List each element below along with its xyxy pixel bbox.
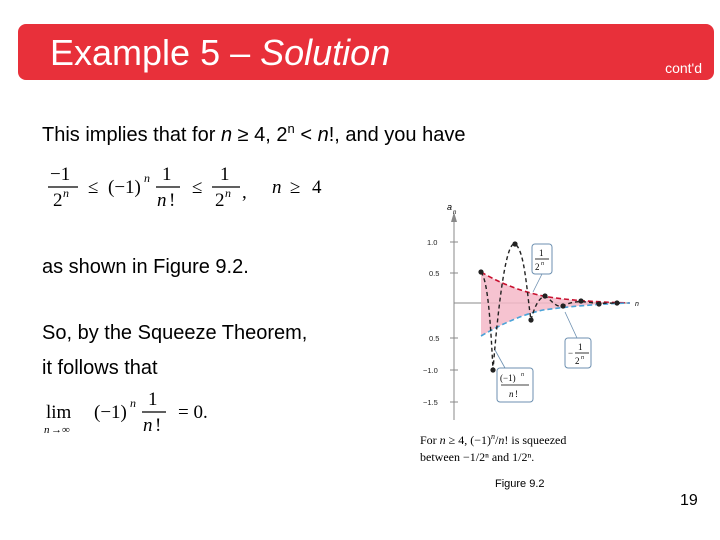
svg-text:2: 2 (535, 262, 540, 272)
limit-equation (42, 386, 232, 446)
slide-title (50, 32, 390, 74)
svg-text:n: n (143, 415, 153, 436)
svg-text:= 0.: = 0. (178, 402, 208, 423)
svg-text:(−1): (−1) (108, 177, 141, 198)
svg-text:n: n (157, 190, 167, 211)
body-line-4: it follows that (42, 357, 158, 379)
svg-text:!: ! (169, 190, 176, 211)
svg-text:−: − (568, 348, 574, 358)
body-line-3: So, by the Squeeze Theorem, (42, 322, 308, 344)
svg-text:n: n (130, 396, 136, 410)
body-line-1-var-n: n (220, 124, 233, 146)
svg-text:2: 2 (575, 356, 580, 366)
svg-text:2: 2 (53, 190, 63, 211)
svg-text:≤: ≤ (88, 177, 99, 198)
svg-text:!: ! (155, 415, 162, 436)
figure-caption-line-2: between −1/2ⁿ and 1/2ⁿ. (420, 450, 535, 464)
sequence-point (542, 293, 547, 298)
svg-text:n: n (63, 186, 69, 200)
caption-var-n-exp: n (491, 432, 496, 441)
body-line-1-text-d: !, and you have (328, 124, 466, 146)
caption-var-n: n (439, 433, 446, 447)
svg-text:n: n (225, 186, 231, 200)
svg-text:(−1): (−1) (500, 373, 516, 383)
sequence-point (614, 300, 619, 305)
figure-caption-line-1 (420, 428, 640, 449)
tick-label: 0.5 (429, 269, 440, 278)
body-line-1-text-c: < (294, 124, 318, 146)
body-line-2: as shown in Figure 9.2. (42, 256, 249, 278)
sequence-point (490, 367, 495, 372)
tick-label: −1.0 (423, 366, 438, 375)
svg-text:≥: ≥ (290, 177, 301, 198)
svg-text:1: 1 (220, 164, 230, 185)
svg-text:,: , (242, 182, 247, 203)
svg-text:4: 4 (312, 177, 322, 198)
svg-text:n: n (541, 261, 544, 267)
y-axis-label-sub: n (453, 210, 457, 216)
figure-caption (420, 428, 640, 466)
body-line-1-exponent: n (287, 121, 295, 136)
body-line-1-text-b: ≥ 4, 2 (232, 124, 288, 146)
caption-text-c: / (495, 433, 499, 447)
slide-title-italic: Solution (260, 32, 391, 73)
sequence-point (512, 241, 517, 246)
svg-text:(−1): (−1) (94, 402, 127, 423)
sequence-point (528, 317, 533, 322)
sequence-point (560, 303, 565, 308)
svg-text:→∞: →∞ (51, 424, 70, 436)
page-number: 19 (680, 492, 698, 509)
body-line-1-text-a: This implies that for (42, 124, 221, 146)
caption-text-b: ≥ 4, (−1) (445, 433, 492, 447)
tick-label: 0.5 (429, 334, 440, 343)
y-axis-label: a (447, 202, 453, 212)
svg-text:2: 2 (215, 190, 225, 211)
caption-text-a: For (420, 433, 440, 447)
svg-text:1: 1 (578, 342, 583, 352)
svg-text:1: 1 (148, 389, 158, 410)
title-bar (18, 24, 714, 80)
svg-text:!: ! (515, 389, 518, 399)
caption-var-n-2: n (498, 433, 505, 447)
sequence-point (478, 269, 483, 274)
tick-label: 1.0 (427, 238, 438, 247)
svg-text:1: 1 (539, 248, 544, 258)
body-line-1 (42, 114, 465, 150)
caption-text-d: ! is squeezed (504, 433, 567, 447)
svg-text:n: n (581, 355, 584, 361)
inequality-equation (44, 160, 344, 212)
continued-label: cont'd (665, 60, 702, 76)
svg-text:n: n (509, 389, 514, 399)
body-line-1-var-n2: n (317, 124, 329, 146)
sequence-point (578, 298, 583, 303)
svg-text:n: n (144, 171, 150, 185)
svg-text:lim: lim (46, 402, 72, 423)
slide-title-main: Example 5 – (50, 32, 261, 73)
svg-text:n: n (521, 372, 524, 378)
tick-label: −1.5 (423, 398, 438, 407)
svg-text:1: 1 (162, 164, 172, 185)
svg-text:n: n (272, 177, 282, 198)
svg-text:n: n (44, 424, 50, 436)
svg-text:−1: −1 (50, 164, 71, 185)
sequence-point (596, 301, 601, 306)
x-axis-label: n (635, 301, 639, 308)
svg-text:≤: ≤ (192, 177, 203, 198)
figure-label: Figure 9.2 (495, 478, 545, 490)
